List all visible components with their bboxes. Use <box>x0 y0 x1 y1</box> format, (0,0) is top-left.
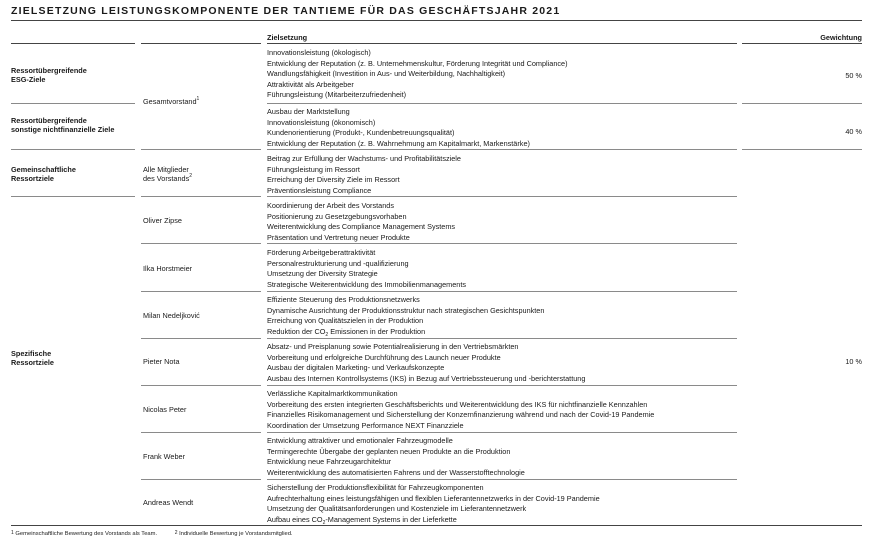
weight-divider <box>742 149 862 150</box>
category-esg-line2: ESG-Ziele <box>11 75 46 85</box>
goal-item: Strategische Weiterentwicklung des Immobilienmanagements <box>267 279 467 289</box>
member-all-line1: Alle Mitglieder <box>143 165 189 174</box>
goal-item: Erreichung der Diversity Ziele im Ressort <box>267 175 400 184</box>
goal-item: Ausbau des Internen Kontrollsystems (IKS) in Bezug auf Vertriebssteuerung und -berichterstattung <box>267 373 586 383</box>
member-gesamtvorstand <box>143 97 199 106</box>
goals-peter <box>267 389 742 431</box>
goal-item: Vorbereitung und erfolgreiche Durchführung des Launch neuer Produkte <box>267 352 501 362</box>
title-divider <box>11 20 862 21</box>
goal-item: Erreichung von Qualitätszielen in der Produktion <box>267 316 424 325</box>
goal-divider <box>267 149 737 150</box>
goals-horstmeier <box>267 248 742 290</box>
goal-subscript: 2 <box>325 331 329 338</box>
goal-item: Sicherstellung der Produktionsflexibilität für Fahrzeugkomponenten <box>267 483 484 492</box>
goal-text: Emissionen in der Produktion <box>328 326 426 336</box>
goal-item: Führungsleistung im Ressort <box>267 164 360 174</box>
goals-non-financial <box>267 107 742 149</box>
goals-zipse <box>267 201 742 243</box>
goal-item: Ausbau der Marktstellung <box>267 107 350 116</box>
goal-divider <box>267 243 737 244</box>
member-divider <box>141 243 261 244</box>
footnote-2-mark: 2 <box>174 530 178 536</box>
goal-item: Positionierung zu Gesetzgebungsvorhaben <box>267 211 407 221</box>
category-esg <box>11 66 87 85</box>
goal-item: Dynamische Ausrichtung der Produktionsstruktur nach strategischen Gesichtspunkten <box>267 305 545 315</box>
goal-item: Beitrag zur Erfüllung der Wachstums- und Profitabilitätsziele <box>267 154 461 163</box>
category-divider <box>11 103 135 104</box>
category-specific-line1: Spezifische <box>11 349 52 358</box>
goal-item: Termingerechte Übergabe der geplanten neuen Produkte an die Produktion <box>267 446 511 456</box>
goal-divider <box>267 479 737 480</box>
goal-divider <box>267 196 737 197</box>
goal-item: Entwicklung der Reputation (z. B. Wahrnehmung am Kapitalmarkt, Markenstärke) <box>267 138 530 148</box>
member-divider <box>141 149 261 150</box>
goal-item: Finanzielles Risikomanagement und Sicherstellung der Konzernfinanzierung während und nach der Covid-19 Pandemie <box>267 410 655 419</box>
member-weber: Frank Weber <box>143 452 186 461</box>
member-horstmeier: Ilka Horstmeier <box>143 264 193 273</box>
header-rule-weight <box>742 43 862 44</box>
goal-text: -Management Systems in der Lieferkette <box>325 514 457 524</box>
goal-item: Ausbau der digitalen Marketing- und Verkaufskonzepte <box>267 363 445 372</box>
goal-text: Reduktion der CO <box>267 326 326 336</box>
goal-item: Innovationsleistung (ökonomisch) <box>267 117 376 127</box>
member-nota: Pieter Nota <box>143 357 180 366</box>
table-bottom-rule <box>11 525 862 526</box>
member-divider <box>141 196 261 197</box>
category-specific <box>11 349 54 368</box>
goal-text: Aufbau eines CO <box>267 514 323 524</box>
footnote-1-mark: 1 <box>11 530 14 536</box>
goal-item: Verlässliche Kapitalmarktkommunikation <box>267 389 398 398</box>
footnote-1-text: Gemeinschaftliche Bewertung des Vorstands als Team. <box>15 531 158 537</box>
weight-esg: 50 % <box>845 71 862 80</box>
header-rule-goal <box>267 43 737 44</box>
goal-item: Personalrestrukturierung und -qualifizierung <box>267 258 409 268</box>
header-weight: Gewichtung <box>820 33 862 42</box>
goals-nota <box>267 342 742 384</box>
goals-shared <box>267 154 742 196</box>
member-gesamtvorstand-label: Gesamtvorstand <box>143 97 197 106</box>
goal-item: Förderung Arbeitgeberattraktivität <box>267 248 376 257</box>
goal-item: Wandlungsfähigkeit (Investition in Aus- und Weiterbildung, Nachhaltigkeit) <box>267 69 506 78</box>
member-all-line2: des Vorstands <box>143 174 190 184</box>
goal-item: Koordination der Umsetzung Performance NEXT Finanzziele <box>267 420 464 430</box>
goal-divider <box>267 103 737 104</box>
goals-weber <box>267 436 742 478</box>
goal-item: Präsentation und Vertretung neuer Produkte <box>267 232 410 242</box>
goal-subscript: 2 <box>322 519 326 526</box>
member-divider <box>141 385 261 386</box>
member-divider <box>141 479 261 480</box>
footnotes <box>11 531 309 537</box>
goals-wendt <box>267 483 742 526</box>
category-esg-line1: Ressortübergreifende <box>11 66 87 75</box>
member-zipse: Oliver Zipse <box>143 216 182 225</box>
goals-nedeljkovic <box>267 295 742 338</box>
goal-item: Entwicklung attraktiver und emotionaler Fahrzeugmodelle <box>267 436 453 445</box>
member-divider <box>141 432 261 433</box>
goal-item: Absatz- und Preisplanung sowie Potentialrealisierung in den Vertriebsmärkten <box>267 342 519 351</box>
footnote-1 <box>11 531 165 537</box>
category-specific-line2: Ressortziele <box>11 358 54 368</box>
weight-non-financial: 40 % <box>845 127 862 136</box>
goal-item <box>267 327 742 339</box>
goal-item: Effiziente Steuerung des Produktionsnetzwerks <box>267 295 420 304</box>
goal-item: Weiterentwicklung des automatisierten Fahrens und der Wasserstofftechnologie <box>267 467 525 477</box>
weight-divider <box>742 103 862 104</box>
weight-specific: 10 % <box>845 357 862 366</box>
member-nedeljkovic: Milan Nedeljković <box>143 311 200 320</box>
header-rule-category <box>11 43 135 44</box>
category-shared-line1: Gemeinschaftliche <box>11 165 76 174</box>
category-non-financial-line1: Ressortübergreifende <box>11 116 87 125</box>
goal-item: Führungsleistung (Mitarbeiterzufriedenheit) <box>267 90 407 99</box>
goal-item: Attraktivität als Arbeitgeber <box>267 79 354 89</box>
goal-item: Umsetzung der Diversity Strategie <box>267 269 378 278</box>
footnote-ref-1: 1 <box>196 96 200 102</box>
goal-divider <box>267 385 737 386</box>
goal-item: Innovationsleistung (ökologisch) <box>267 48 371 57</box>
category-non-financial <box>11 116 114 135</box>
goal-item: Entwicklung neue Fahrzeugarchitektur <box>267 457 392 466</box>
category-divider <box>11 149 135 150</box>
member-all <box>143 165 192 184</box>
goal-item: Aufrechterhaltung eines leistungsfähigen und flexiblen Lieferantennetzwerks in der Covid-19 Pandemie <box>267 493 600 503</box>
category-non-financial-line2: sonstige nichtfinanzielle Ziele <box>11 125 115 135</box>
goal-item: Präventionsleistung Compliance <box>267 185 372 195</box>
report-title: ZIELSETZUNG LEISTUNGSKOMPONENTE DER TANTIEME FÜR DAS GESCHÄFTSJAHR 2021 <box>11 5 561 17</box>
category-shared-line2: Ressortziele <box>11 174 54 184</box>
footnote-2-text: Individuelle Bewertung je Vorstandsmitglied. <box>179 531 293 537</box>
goal-item: Umsetzung der Qualitätsanforderungen und Kostenziele im Lieferantennetzwerk <box>267 504 527 513</box>
footnote-ref-2: 2 <box>189 173 193 180</box>
footnote-2 <box>175 531 301 537</box>
member-divider <box>141 291 261 292</box>
goal-item: Weiterentwicklung des Compliance Management Systems <box>267 222 456 231</box>
goals-esg <box>267 48 742 101</box>
header-rule-member <box>141 43 261 44</box>
goal-divider <box>267 338 737 339</box>
member-divider <box>141 338 261 339</box>
category-shared <box>11 165 76 184</box>
goal-divider <box>267 432 737 433</box>
goal-item: Entwicklung der Reputation (z. B. Unternehmenskultur, Förderung Integrität und Compliance) <box>267 58 568 68</box>
goal-item: Vorbereitung des ersten integrierten Geschäftsberichts und Weiterentwicklung des IKS für nichtfinanzielle Kennzahlen <box>267 399 648 409</box>
header-goal: Zielsetzung <box>267 33 308 42</box>
goal-item: Koordinierung der Arbeit des Vorstands <box>267 201 394 210</box>
goal-item: Kundenorientierung (Produkt-, Kundenbetreuungsqualität) <box>267 128 455 137</box>
member-wendt: Andreas Wendt <box>143 498 194 507</box>
category-divider <box>11 196 135 197</box>
goal-divider <box>267 291 737 292</box>
member-peter: Nicolas Peter <box>143 405 187 414</box>
